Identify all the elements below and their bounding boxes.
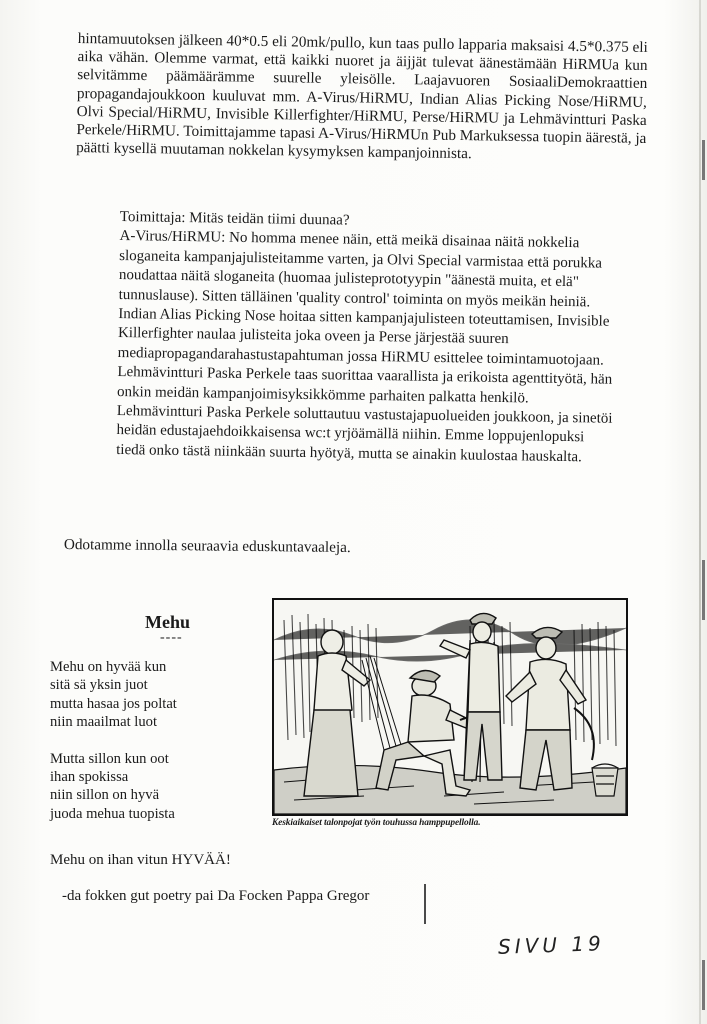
- interview-answer: A-Virus/HiRMU: No homma menee näin, että meikä disainaa näitä nokkelia sloganeita kampanjajulisteitamme varten, ja Olvi Special varmistaa että porukka noudattaa näitä sloganeita (huomaa julisteprototyypin "äänestä muita, et elä" tunnuslause). Sitten tälläinen 'quality control' toiminta on myös meikän heiniä. Indian Alias Picking Nose hoitaa sitten kampanjajulisteen toteuttamisen, Invisible Killerfighter naulaa julisteita joka oveen ja Perse järjestää suuren mediapropagandarahastustapahtuman jossa HiRMU esittelee toimintamuotojaan. Lehmävintturi Paska Perkele taas suorittaa vaarallista ja erikoista agenttityötä, hän onkin meidän kampanjoimisyksikkömme parhaiten palkatta henkilö. Lehmävintturi Paska Perkele soluttautuu vastustajapuolueiden joukkoon, ja sinetöi heidän edustajaehdoikkaisensa wc:t yrjöämällä niihin. Emme loppujenlopuksi tiedä onko tästä niinkään suurta hyötyä, mutta se ainakin kuulostaa hauskalta.: [116, 228, 613, 466]
- intro-paragraph: hintamuutoksen jälkeen 40*0.5 eli 20mk/pullo, kun taas pullo lapparia maksaisi 4.5*0.375 eli aika vähän. Olemme varmat, että kaikki nuoret ja äijjät tulevat äänestämään HiRMUa kun selvitämme päämäärämme suurelle yleisölle. Laajavuoren SosiaaliDemokraattien propagandajoukkoon kuuluvat mm. A-Virus/HiRMU, Indian Alias Picking Nose/HiRMU, Olvi Special/HiRMU, Invisible Killerfighter/HiRMU, Perse/HiRMU ja Lehmävintturi Paska Perkele/HiRMU. Toimittajamme tapasi A-Virus/HiRMUn Pub Markuksessa tuopin äärestä, ja päätti kysellä muutaman nokkelan kysymyksen kampanjoinnista.: [76, 30, 648, 163]
- poem-body: [50, 658, 280, 841]
- poem-stanza-2: Mutta sillon kun oot ihan spokissa niin sillon on hyvä juoda mehua tuopista: [50, 750, 175, 822]
- scan-mark: [702, 960, 705, 1010]
- poem-ending: Mehu on ihan vitun HYVÄÄ!: [50, 852, 231, 868]
- woodcut-illustration: [272, 598, 628, 816]
- poem-stanza-1: Mehu on hyvää kun sitä sä yksin juot mutta hasaa jos poltat niin maailmat luot: [50, 659, 177, 731]
- article-intro: [76, 30, 648, 166]
- illustration-caption: Keskiaikaiset talonpojat työn touhussa hamppupellolla.: [272, 818, 481, 828]
- closing-line: Odotamme innolla seuraavia eduskuntavaaleja.: [63, 536, 351, 557]
- page-number: SIVU 19: [497, 931, 606, 959]
- interview-question: Toimittaja: Mitäs teidän tiimi duunaa?: [119, 208, 350, 229]
- page-edge: [699, 0, 701, 1024]
- woodcut-artwork: [274, 600, 626, 814]
- scan-mark: [702, 560, 705, 620]
- pen-mark: [424, 884, 426, 924]
- poem-signature: -da fokken gut poetry pai Da Focken Pappa Gregor: [62, 888, 370, 904]
- poem-separator: ----: [160, 630, 183, 645]
- interview-block: [116, 208, 620, 468]
- poem-title: Mehu: [145, 612, 190, 632]
- scan-mark: [702, 140, 705, 180]
